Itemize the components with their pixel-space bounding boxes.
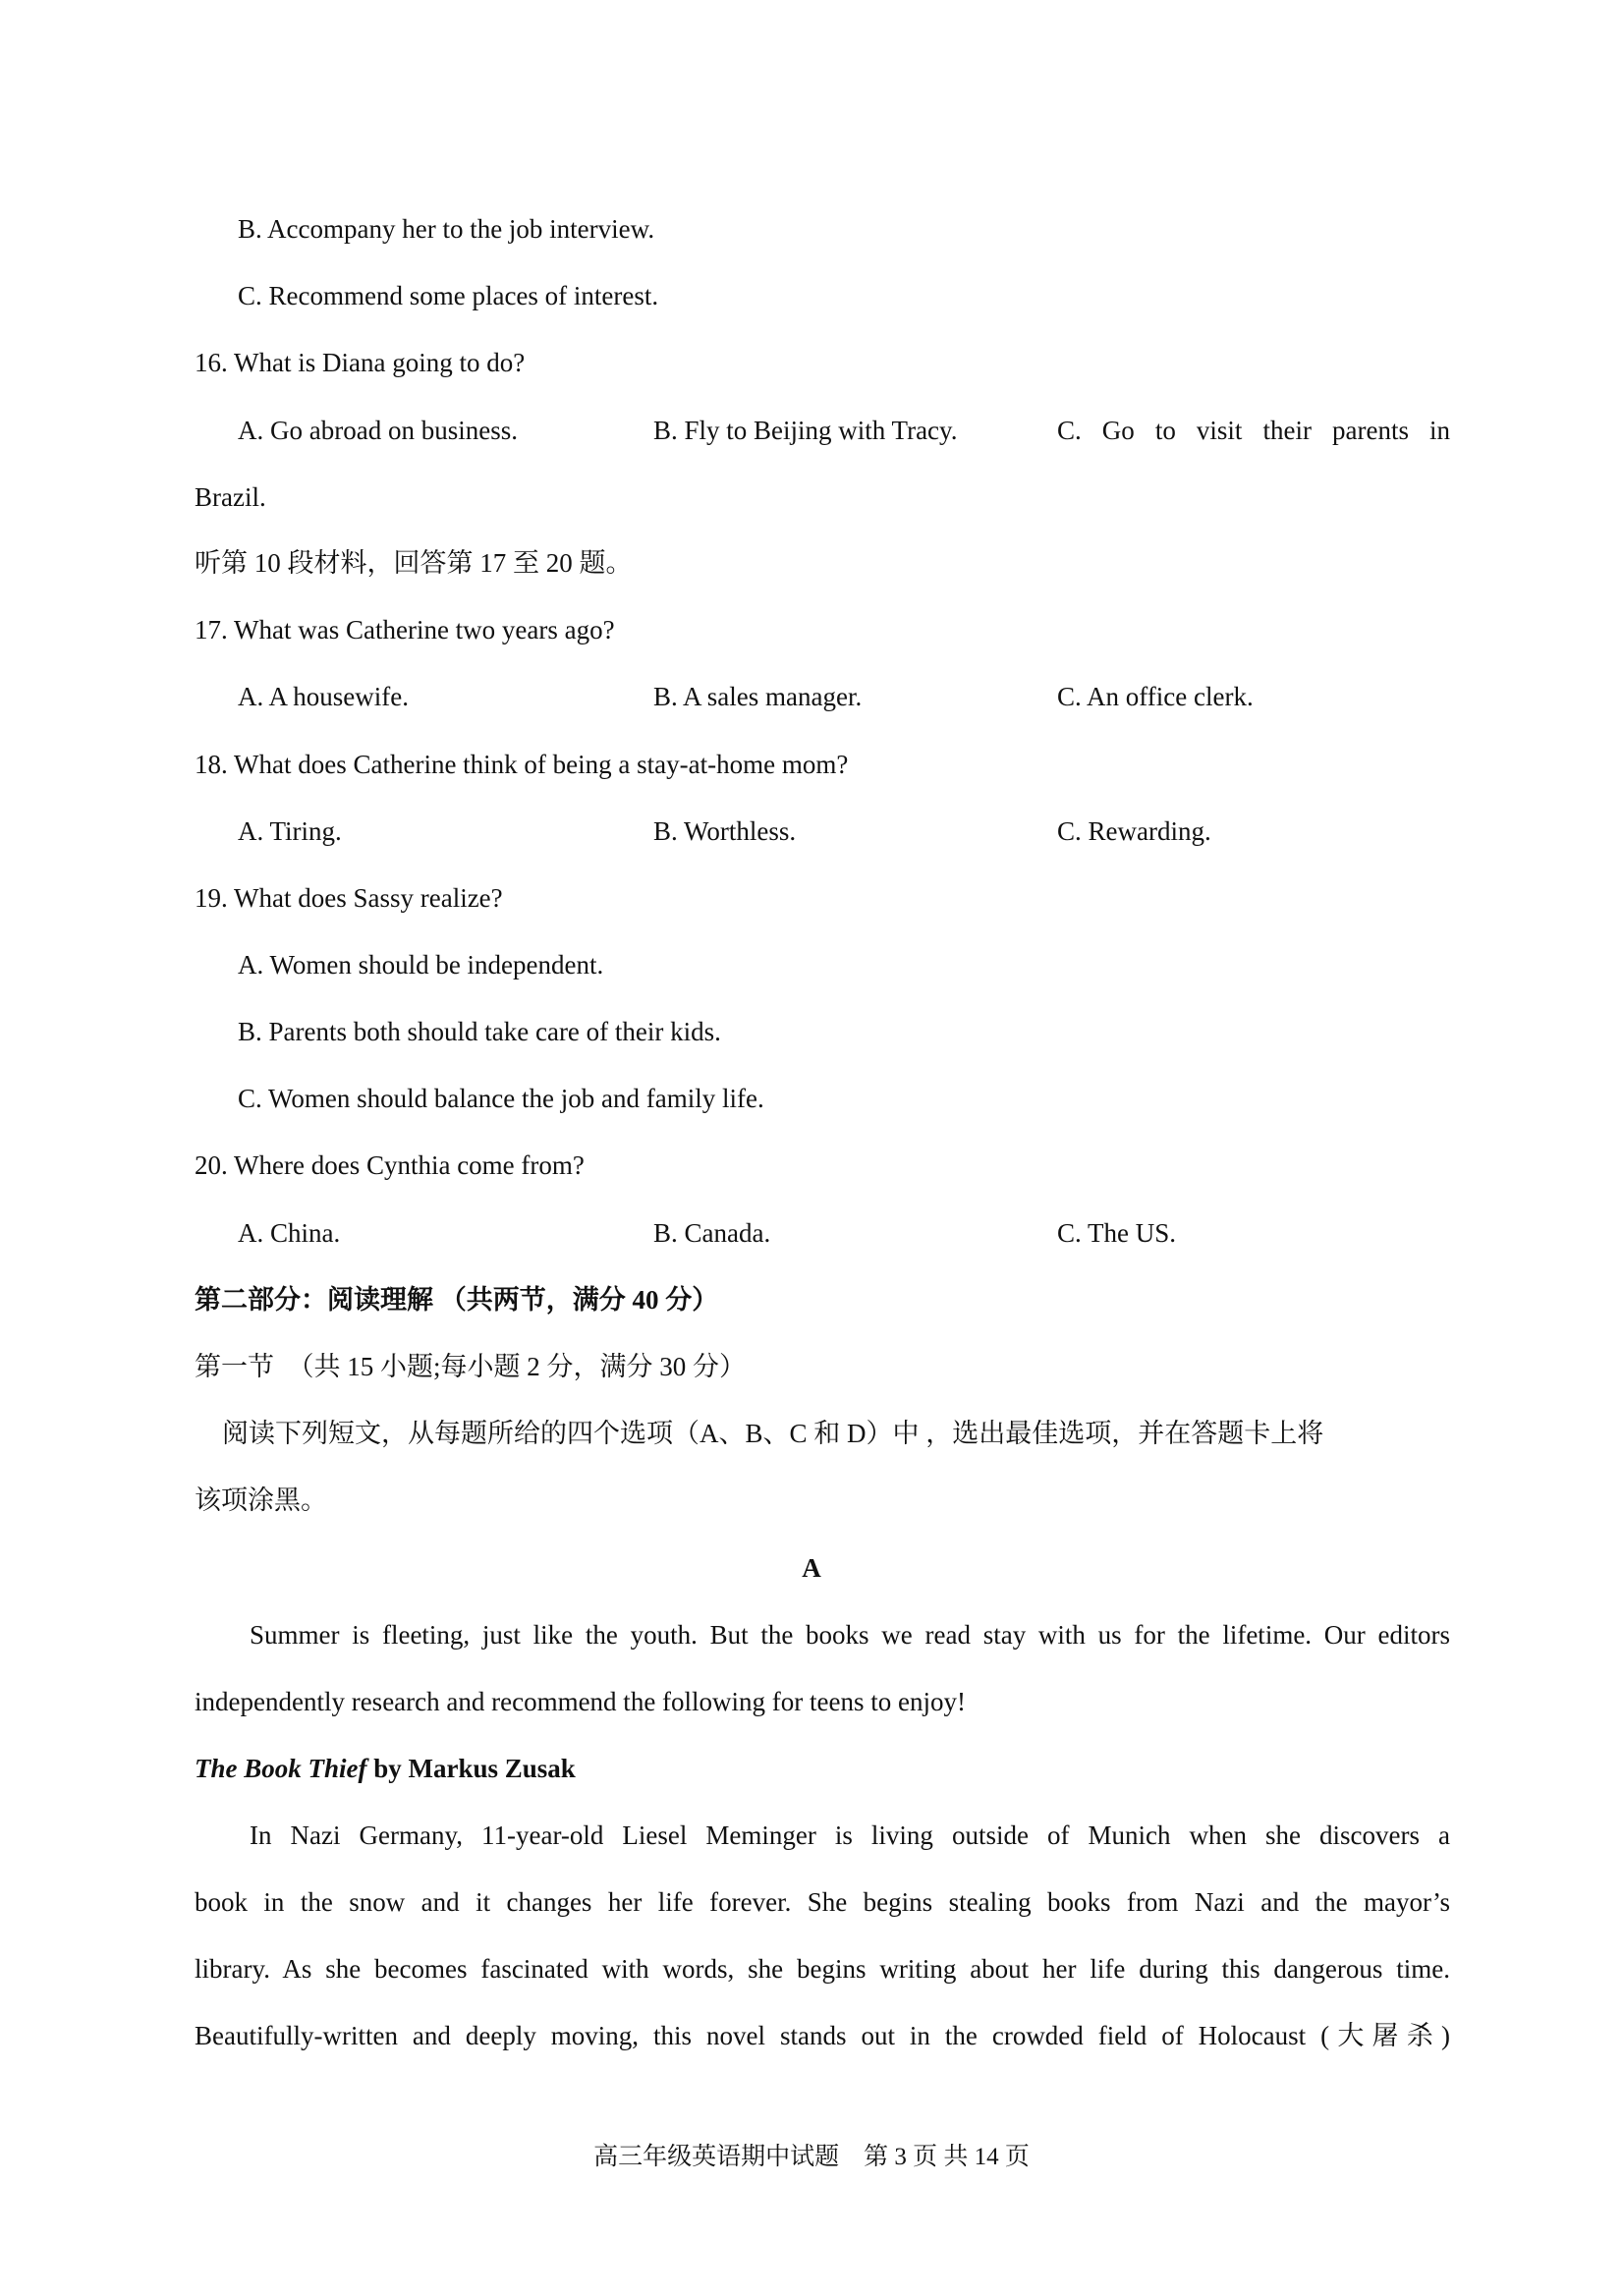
part2-heading: 第二部分：阅读理解 （共两节，满分 40 分）: [195, 1285, 719, 1315]
book-description-line: library. As she becomes fascinated with words, she begins writing about her life during this dangerous time.: [195, 1954, 1450, 1984]
q17-question: 17. What was Catherine two years ago?: [195, 615, 615, 644]
q17-option-b: B. A sales manager.: [653, 682, 863, 711]
q19-option-c: C. Women should balance the job and family life.: [238, 1084, 764, 1113]
q16-option-c: C. Go to visit their parents in: [1057, 416, 1450, 445]
book-description-line: Beautifully-written and deeply moving, this novel stands out in the crowded field of Holocaust (大屠杀): [195, 2021, 1450, 2050]
q20-question: 20. Where does Cynthia come from?: [195, 1150, 585, 1180]
passage-label: A: [802, 1553, 821, 1583]
section1-heading: 第一节 （共 15 小题;每小题 2 分，满分 30 分）: [195, 1352, 747, 1381]
q18-option-b: B. Worthless.: [653, 816, 797, 846]
q19-option-b: B. Parents both should take care of their kids.: [238, 1017, 721, 1046]
q19-option-a: A. Women should be independent.: [238, 950, 604, 980]
book-title: The Book Thief: [195, 1754, 367, 1783]
intro-line-2: independently research and recommend the following for teens to enjoy!: [195, 1687, 966, 1716]
q18-question: 18. What does Catherine think of being a stay-at-home mom?: [195, 750, 849, 779]
q20-option-c: C. The US.: [1057, 1218, 1177, 1248]
q15-option-c: C. Recommend some places of interest.: [238, 281, 659, 310]
book-description-line: book in the snow and it changes her life forever. She begins stealing books from Nazi and the mayor’s: [195, 1887, 1450, 1917]
q19-question: 19. What does Sassy realize?: [195, 883, 503, 913]
q20-option-b: B. Canada.: [653, 1218, 771, 1248]
intro-line-1: Summer is fleeting, just like the youth. But the books we read stay with us for the lifetime. Our editors: [250, 1620, 1450, 1650]
q16-question: 16. What is Diana going to do?: [195, 348, 526, 377]
q15-option-b: B. Accompany her to the job interview.: [238, 214, 655, 244]
q20-option-a: A. China.: [238, 1218, 341, 1248]
book-title-line: [195, 1752, 576, 1785]
book-description-line: In Nazi Germany, 11-year-old Liesel Meminger is living outside of Munich when she discovers a: [250, 1820, 1450, 1850]
page-footer: 高三年级英语期中试题 第 3 页 共 14 页: [593, 2144, 1030, 2170]
q16-option-c-continued: Brazil.: [195, 482, 266, 512]
q16-option-b: B. Fly to Beijing with Tracy.: [653, 416, 958, 445]
q18-option-a: A. Tiring.: [238, 816, 342, 846]
listening-material-10-instruction: 听第 10 段材料，回答第 17 至 20 题。: [195, 548, 633, 578]
instructions-line-1: 阅读下列短文，从每题所给的四个选项（A、B、C 和 D）中 ，选出最佳选项，并在答题卡上将: [222, 1419, 1324, 1448]
q17-option-c: C. An office clerk.: [1057, 682, 1254, 711]
q18-option-c: C. Rewarding.: [1057, 816, 1211, 846]
q16-option-a: A. Go abroad on business.: [238, 416, 518, 445]
instructions-line-2: 该项涂黑。: [195, 1485, 327, 1515]
book-author: by Markus Zusak: [366, 1754, 576, 1783]
q17-option-a: A. A housewife.: [238, 682, 409, 711]
